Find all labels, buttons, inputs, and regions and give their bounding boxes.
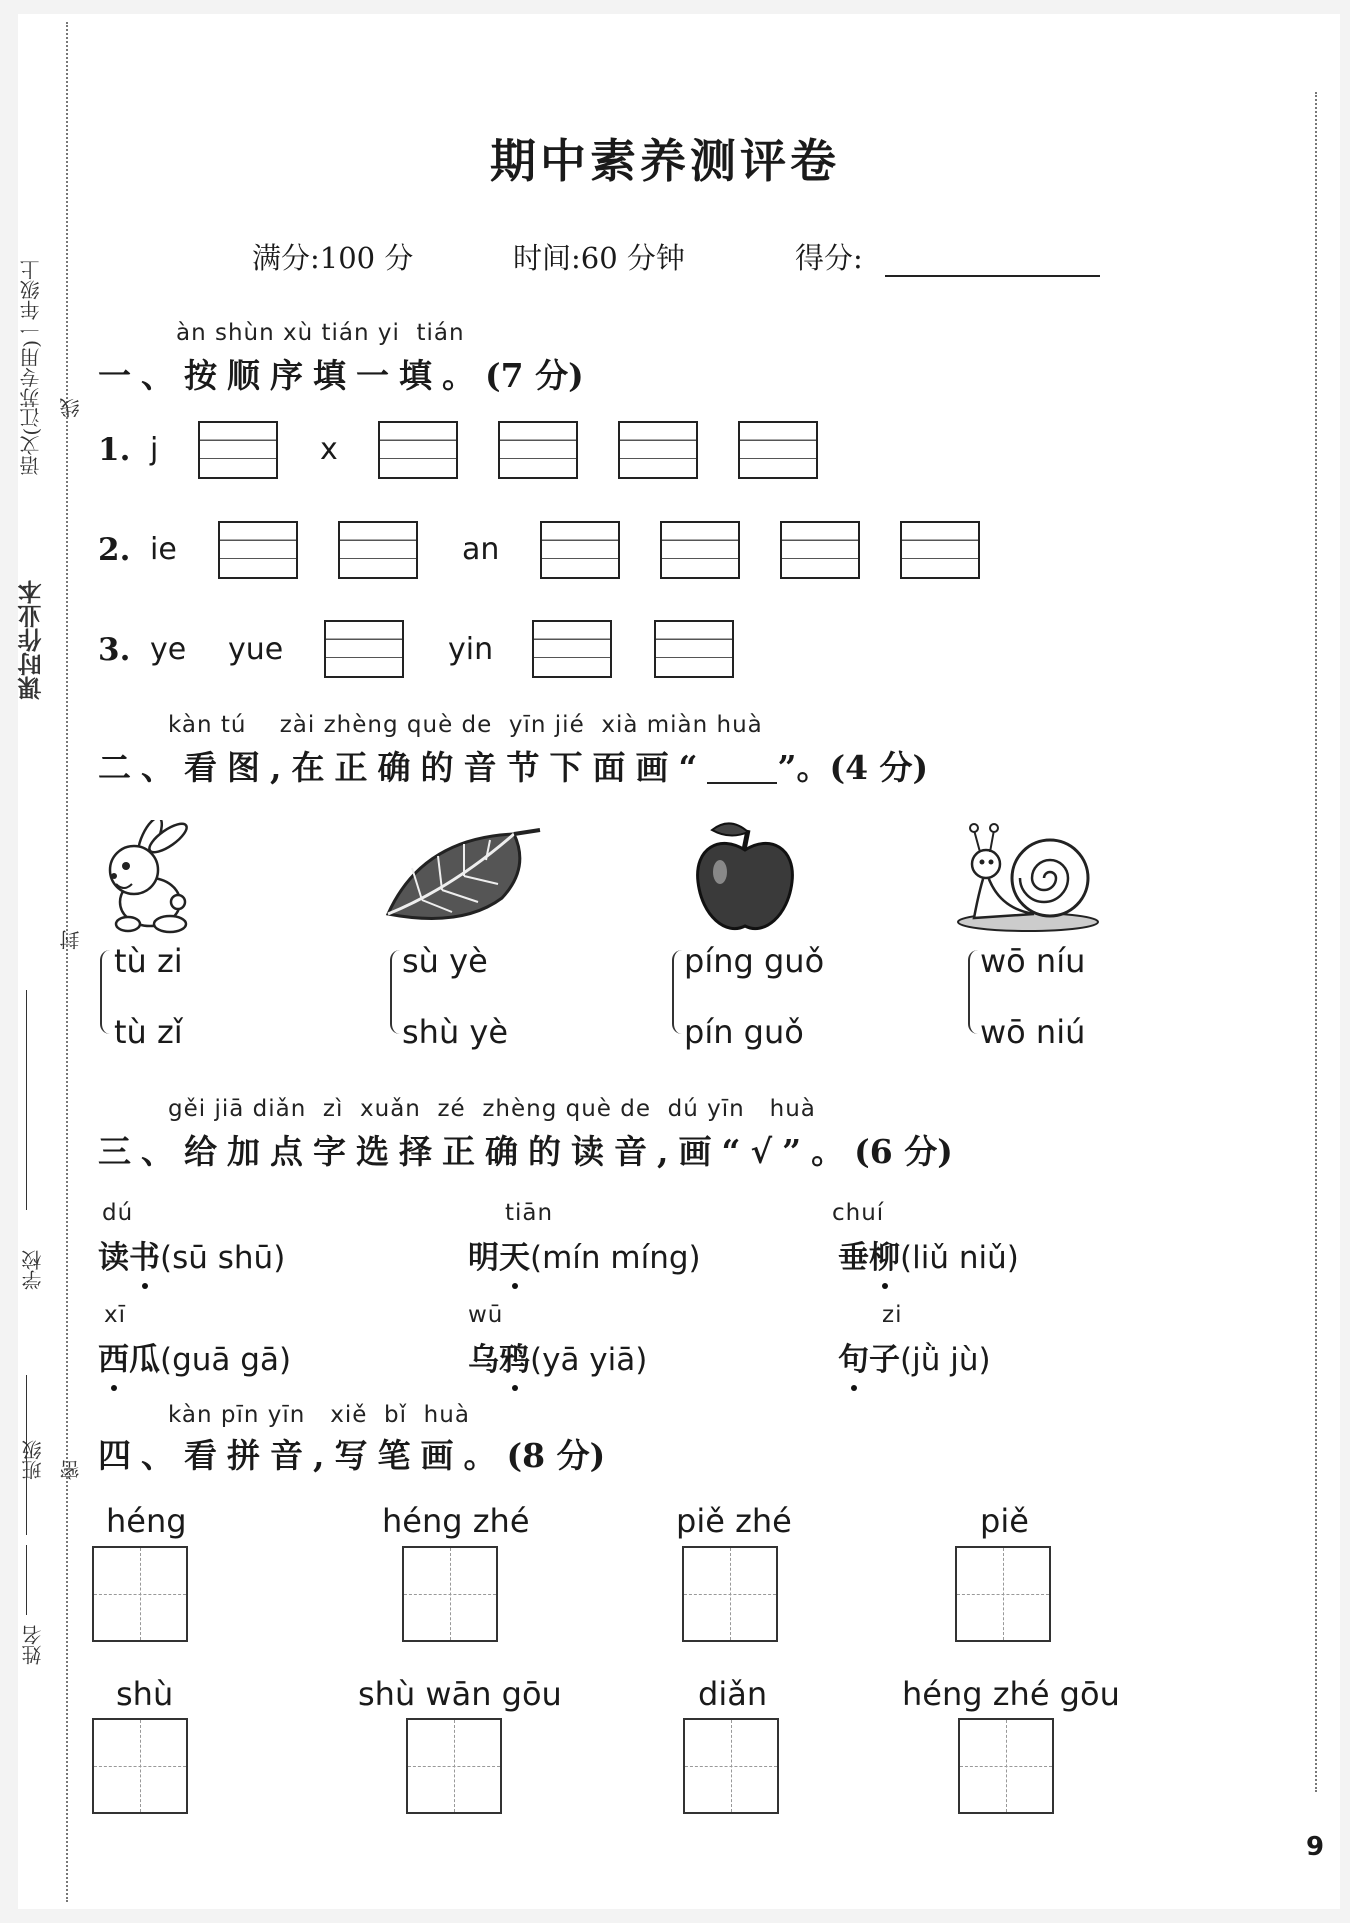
row1-token-j: j: [150, 432, 159, 467]
row2-token-ie: ie: [150, 532, 177, 567]
row1-blank-5[interactable]: [738, 421, 818, 479]
item1-dotted-char: 书: [129, 1232, 160, 1277]
margin-school-label: 学校: [21, 1250, 45, 1290]
item1-pinyin: dú: [102, 1200, 134, 1226]
margin-series-label: 课时作业本: [17, 580, 46, 700]
writing-grid-pie-zhe[interactable]: [682, 1546, 778, 1642]
margin-class-label: 班级: [21, 1440, 45, 1480]
full-score: 满分:100 分: [252, 241, 414, 275]
row1-number: 1.: [98, 432, 131, 468]
sec2-heading-text: 二、看图,在正确的音节下面画“: [98, 748, 708, 787]
sec1-heading: [98, 350, 584, 397]
sec2-heading-blank: [707, 756, 777, 784]
item6-options[interactable]: (jǜ jù): [900, 1342, 991, 1378]
leaf-options-brace: [390, 950, 402, 1034]
sec2-pinyin: kàn tú zài zhèng què de yīn jié xià miàn huà: [168, 712, 763, 738]
item2-dotted-char: 天: [499, 1232, 530, 1277]
item5-word: [468, 1334, 647, 1379]
name-field-line[interactable]: [26, 1545, 27, 1615]
sec3-heading-text: 三、给加点字选择正确的读音,画“√”。: [98, 1132, 855, 1171]
item5-pinyin: wū: [468, 1302, 504, 1328]
stroke-label-shu: shù: [116, 1675, 174, 1713]
score-field[interactable]: [885, 275, 1100, 277]
sec4-heading-text: 四、看拼音,写笔画。: [98, 1436, 507, 1475]
sec2-heading-end: ”。: [777, 748, 830, 787]
leaf-option-2[interactable]: shù yè: [402, 1013, 509, 1051]
row1-blank-4[interactable]: [618, 421, 698, 479]
stroke-label-shu-wan-gou: shù wān gōu: [358, 1675, 562, 1713]
row2-blank-1[interactable]: [218, 521, 298, 579]
stroke-label-dian: diǎn: [698, 1675, 768, 1713]
row2-blank-3[interactable]: [540, 521, 620, 579]
item5-options[interactable]: (yā yiā): [530, 1342, 648, 1378]
row3-number: 3.: [98, 632, 131, 668]
item3-char-1: 垂: [838, 1240, 869, 1276]
right-dotted-line: [1315, 92, 1317, 1792]
item1-word: [98, 1232, 285, 1277]
sec3-pinyin: gěi jiā diǎn zì xuǎn zé zhèng què de dú yīn huà: [168, 1096, 816, 1122]
item4-pinyin: xī: [104, 1302, 127, 1328]
school-field-line[interactable]: [26, 990, 27, 1210]
snail-picture: [950, 818, 1100, 936]
sec4-pinyin: kàn pīn yīn xiě bǐ huà: [168, 1402, 470, 1428]
row1-blank-2[interactable]: [378, 421, 458, 479]
sec1-heading-text: 一、按顺序填一填。: [98, 356, 485, 395]
margin-subject-label: 语文(江苏专用)一年级上: [19, 260, 43, 476]
row2-token-an: an: [462, 532, 500, 567]
emphasis-dot: [512, 1385, 518, 1391]
apple-options-brace: [672, 950, 684, 1034]
emphasis-dot: [142, 1283, 148, 1289]
sec2-points: (4 分): [829, 748, 929, 787]
page-number: 9: [1306, 1832, 1325, 1862]
item2-char-1: 明: [468, 1240, 499, 1276]
snail-option-2[interactable]: wō niú: [980, 1013, 1086, 1051]
margin-name-label: 姓名: [21, 1625, 45, 1665]
item6-char-2: 子: [869, 1342, 900, 1378]
sec3-points: (6 分): [854, 1132, 953, 1171]
snail-option-1[interactable]: wō níu: [980, 942, 1086, 980]
item5-dotted-char: 鸦: [499, 1334, 530, 1379]
stroke-label-pie-zhe: piě zhé: [676, 1502, 792, 1540]
writing-grid-dian[interactable]: [683, 1718, 779, 1814]
stroke-label-heng-zhe-gou: héng zhé gōu: [902, 1675, 1120, 1713]
item4-word: [98, 1334, 291, 1379]
item3-options[interactable]: (liǔ niǔ): [900, 1240, 1019, 1276]
item6-pinyin: zi: [882, 1302, 903, 1328]
item6-dotted-char: 句: [838, 1334, 869, 1379]
class-field-line[interactable]: [26, 1375, 27, 1535]
item6-word: [838, 1334, 991, 1379]
item1-options[interactable]: (sū shū): [160, 1240, 286, 1276]
snail-options-brace: [968, 950, 980, 1034]
sec1-pinyin: àn shùn xù tián yi tián: [176, 320, 465, 346]
row2-number: 2.: [98, 532, 131, 568]
item3-dotted-char: 柳: [869, 1232, 900, 1277]
emphasis-dot: [882, 1283, 888, 1289]
score-label: 得分:: [795, 241, 863, 275]
row2-blank-5[interactable]: [780, 521, 860, 579]
row2-blank-6[interactable]: [900, 521, 980, 579]
row2-blank-2[interactable]: [338, 521, 418, 579]
writing-grid-heng-zhe-gou[interactable]: [958, 1718, 1054, 1814]
sec3-heading: [98, 1126, 953, 1173]
emphasis-dot: [512, 1283, 518, 1289]
writing-grid-heng[interactable]: [92, 1546, 188, 1642]
item2-pinyin: tiān: [505, 1200, 554, 1226]
row3-blank-3[interactable]: [654, 620, 734, 678]
item2-word: [468, 1232, 701, 1277]
row3-token-ye: ye: [150, 632, 187, 667]
apple-option-2[interactable]: pín guǒ: [684, 1013, 804, 1051]
item1-char-1: 读: [98, 1240, 129, 1276]
row3-token-yue: yue: [228, 632, 284, 667]
apple-picture: [690, 820, 800, 938]
rabbit-option-2[interactable]: tù zǐ: [114, 1013, 183, 1051]
row3-blank-2[interactable]: [532, 620, 612, 678]
item4-dotted-char: 西: [98, 1334, 129, 1379]
margin-secret-mark: 密: [59, 1460, 83, 1480]
margin-seal-mark: 封: [59, 930, 83, 950]
writing-grid-pie[interactable]: [955, 1546, 1051, 1642]
writing-grid-heng-zhe[interactable]: [402, 1546, 498, 1642]
exam-time: 时间:60 分钟: [513, 241, 685, 275]
row1-blank-1[interactable]: [198, 421, 278, 479]
item3-pinyin: chuí: [832, 1200, 885, 1226]
row2-blank-4[interactable]: [660, 521, 740, 579]
writing-grid-shu[interactable]: [92, 1718, 188, 1814]
row1-token-x: x: [320, 432, 338, 467]
writing-grid-shu-wan-gou[interactable]: [406, 1718, 502, 1814]
item2-options[interactable]: (mín míng): [530, 1240, 701, 1276]
stroke-label-pie: piě: [980, 1502, 1029, 1540]
rabbit-options-brace: [100, 950, 112, 1034]
row3-token-yin: yin: [448, 632, 494, 667]
binding-dotted-line: [66, 22, 68, 1902]
leaf-option-1[interactable]: sù yè: [402, 942, 488, 980]
page-title: 期中素养测评卷: [490, 134, 840, 188]
stroke-label-heng: héng: [106, 1502, 187, 1540]
item4-options[interactable]: (guā gā): [160, 1342, 292, 1378]
rabbit-picture: [92, 820, 197, 935]
leaf-picture: [382, 828, 547, 928]
sec1-points: (7 分): [485, 356, 584, 395]
row3-blank-1[interactable]: [324, 620, 404, 678]
item5-char-1: 乌: [468, 1342, 499, 1378]
emphasis-dot: [851, 1385, 857, 1391]
sec4-heading: [98, 1430, 605, 1477]
item3-word: [838, 1232, 1019, 1277]
stroke-label-heng-zhe: héng zhé: [382, 1502, 530, 1540]
apple-option-1[interactable]: píng guǒ: [684, 942, 825, 980]
emphasis-dot: [111, 1385, 117, 1391]
item4-char-2: 瓜: [129, 1342, 160, 1378]
sec4-points: (8 分): [506, 1436, 606, 1475]
margin-line-mark: 线: [59, 398, 83, 418]
row1-blank-3[interactable]: [498, 421, 578, 479]
sec2-heading: [98, 742, 928, 789]
rabbit-option-1[interactable]: tù zi: [114, 942, 183, 980]
